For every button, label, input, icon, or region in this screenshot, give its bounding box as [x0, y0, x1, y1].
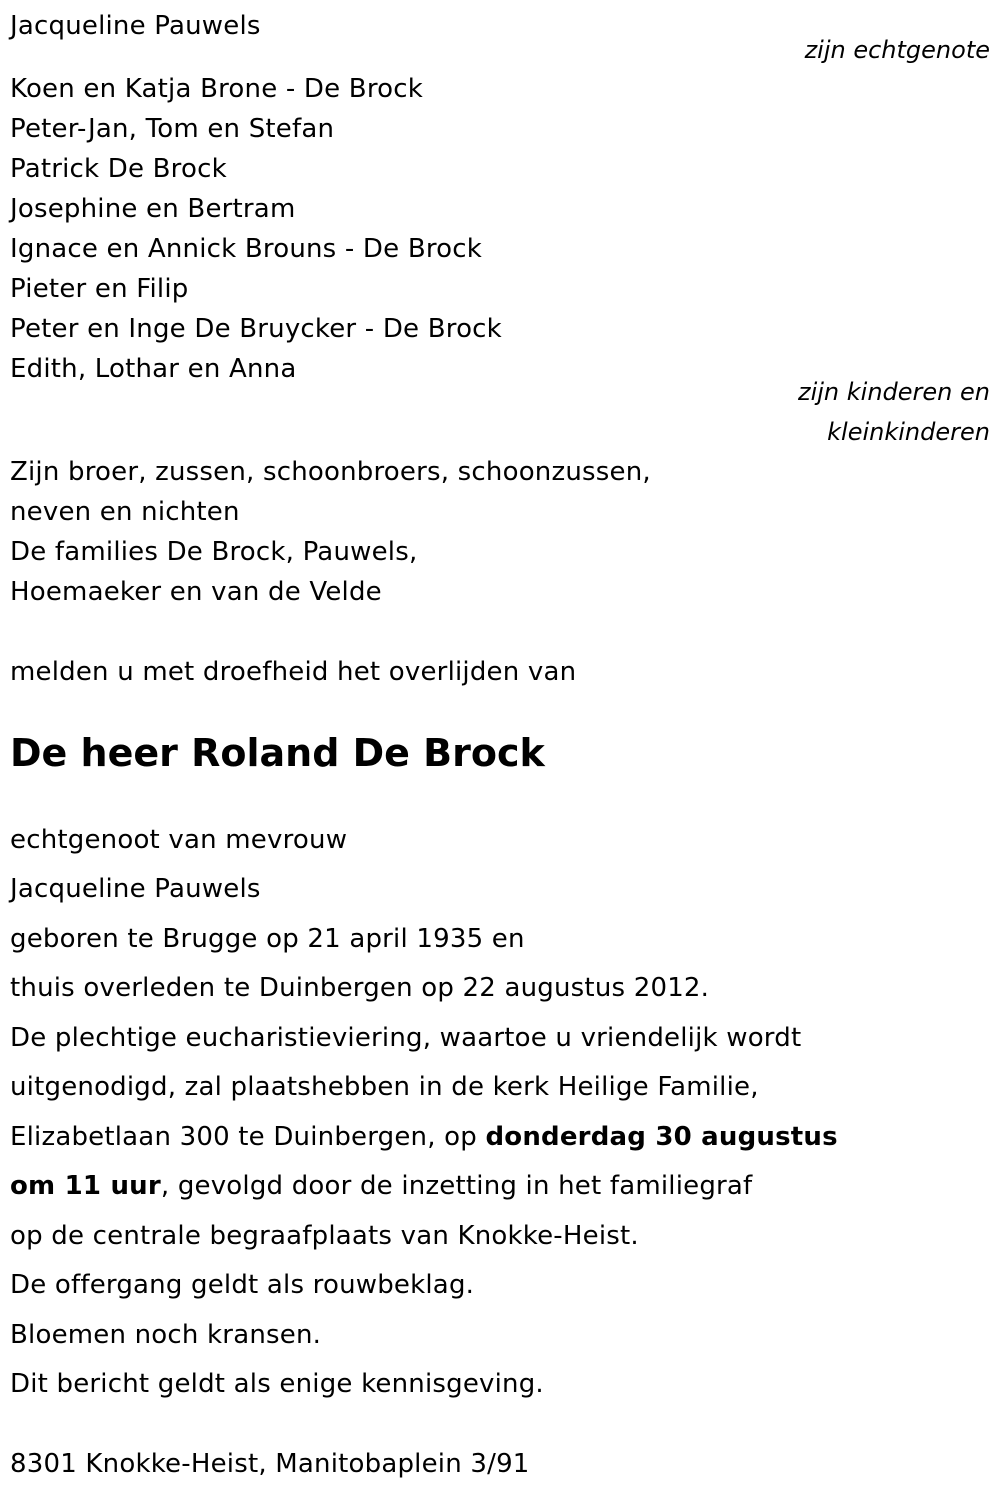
announcement-text: melden u met droefheid het overlijden van: [10, 657, 577, 687]
details-line: De offergang geldt als rouwbeklag.: [10, 1270, 475, 1300]
children-line: Edith, Lothar en Anna: [10, 354, 297, 384]
children-line: Josephine en Bertram: [10, 194, 296, 224]
details-line: De plechtige eucharistieviering, waartoe u vriendelijk wordt: [10, 1023, 802, 1053]
details-line: echtgenoot van mevrouw: [10, 825, 348, 855]
children-caption-line2: kleinkinderen: [827, 418, 990, 446]
relatives-line: neven en nichten: [10, 497, 240, 527]
details-line: Dit bericht geldt als enige kennisgeving.: [10, 1369, 544, 1399]
children-line: Peter en Inge De Bruycker - De Brock: [10, 314, 502, 344]
children-line: Patrick De Brock: [10, 154, 227, 184]
relatives-line: Zijn broer, zussen, schoonbroers, schoonzussen,: [10, 457, 651, 487]
relatives-line: Hoemaeker en van de Velde: [10, 577, 382, 607]
deceased-name-heading: De heer Roland De Brock: [10, 731, 545, 775]
ceremony-date: donderdag 30 augustus: [485, 1122, 838, 1152]
details-line: Jacqueline Pauwels: [10, 874, 261, 904]
details-text: , gevolgd door de inzetting in het familiegraf: [160, 1171, 753, 1201]
ceremony-time: om 11 uur: [10, 1171, 161, 1201]
children-line: Pieter en Filip: [10, 274, 189, 304]
details-text: Elizabetlaan 300 te Duinbergen, op: [10, 1122, 486, 1152]
details-line: [10, 1166, 752, 1206]
details-line: [10, 1117, 838, 1157]
spouse-name: Jacqueline Pauwels: [10, 11, 261, 41]
children-line: Ignace en Annick Brouns - De Brock: [10, 234, 483, 264]
details-line: Bloemen noch kransen.: [10, 1320, 322, 1350]
details-line: uitgenodigd, zal plaatshebben in de kerk Heilige Familie,: [10, 1072, 759, 1102]
spouse-caption: zijn echtgenote: [804, 36, 990, 64]
children-caption-line1: zijn kinderen en: [798, 378, 990, 406]
relatives-line: De families De Brock, Pauwels,: [10, 537, 418, 567]
details-line: op de centrale begraafplaats van Knokke-Heist.: [10, 1221, 639, 1251]
children-line: Peter-Jan, Tom en Stefan: [10, 114, 335, 144]
details-line: thuis overleden te Duinbergen op 22 augustus 2012.: [10, 973, 710, 1003]
address-text: 8301 Knokke-Heist, Manitobaplein 3/91: [10, 1449, 530, 1479]
children-line: Koen en Katja Brone - De Brock: [10, 74, 424, 104]
details-line: geboren te Brugge op 21 april 1935 en: [10, 924, 525, 954]
